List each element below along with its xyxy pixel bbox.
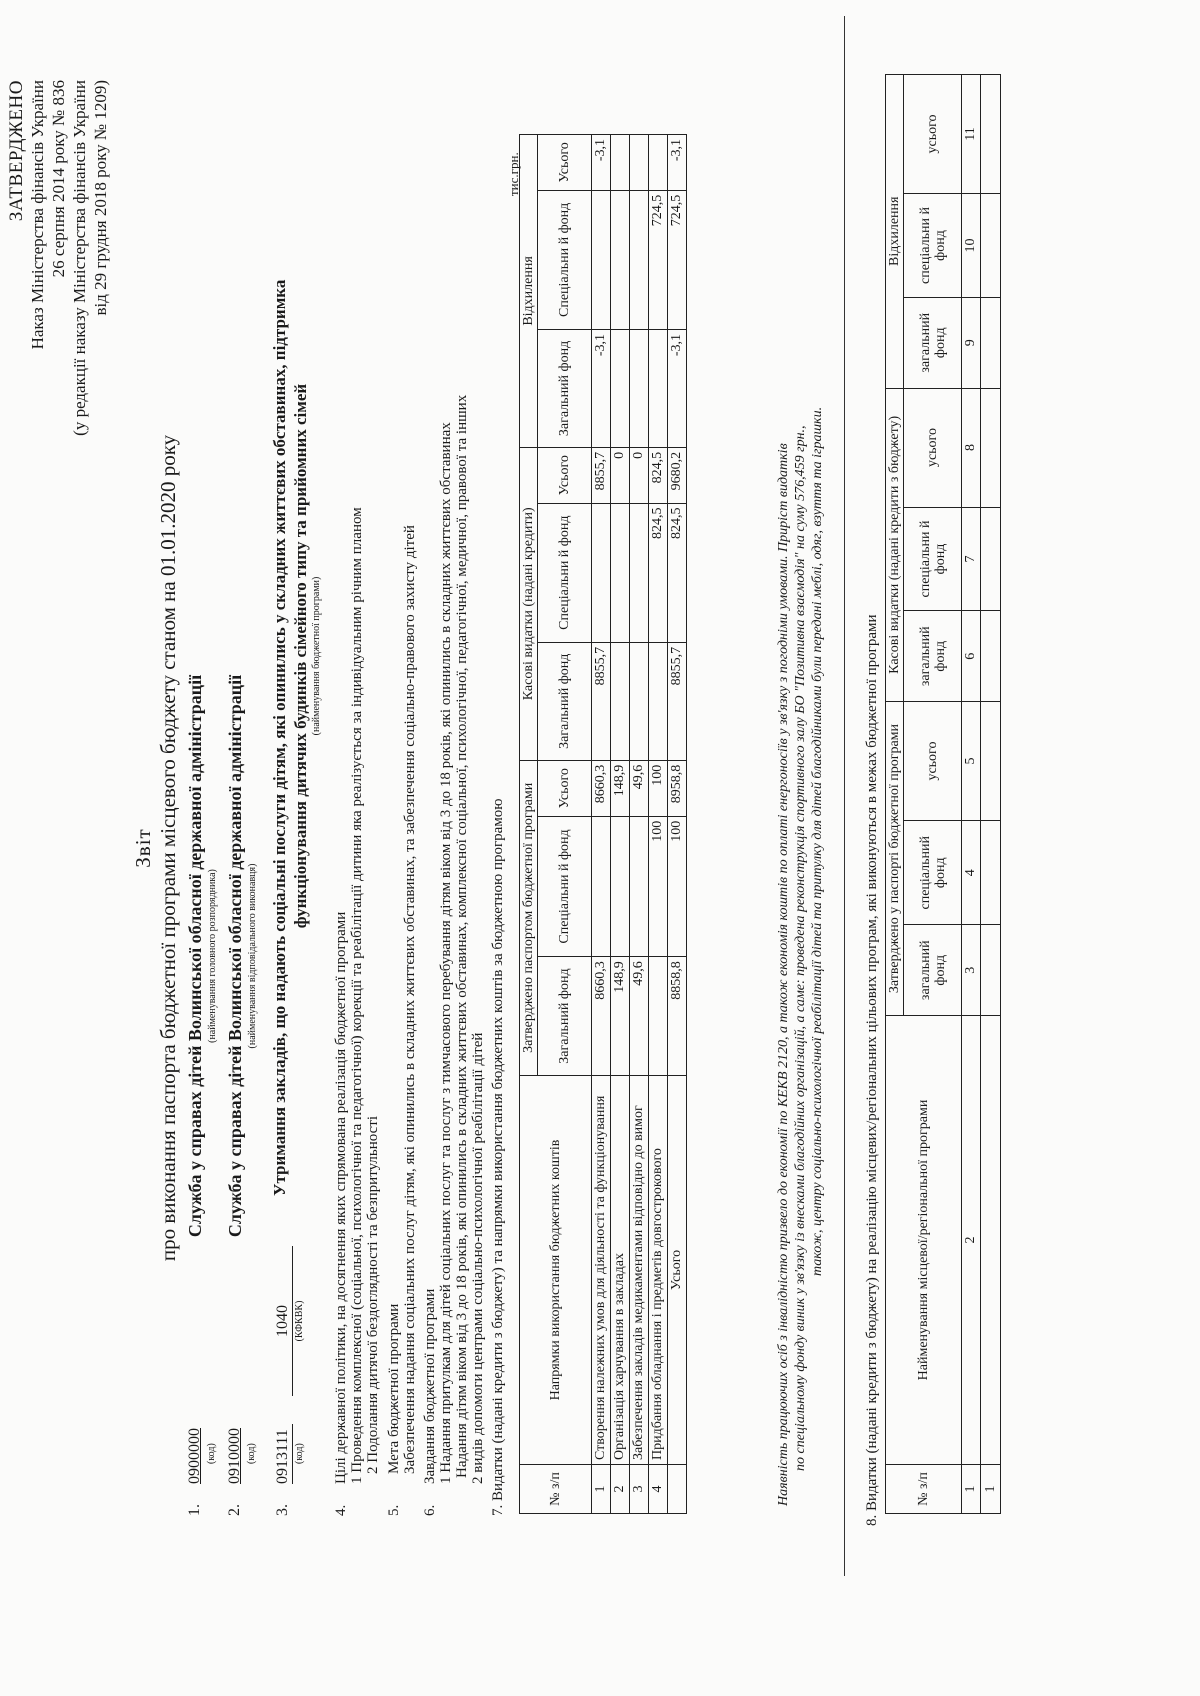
th8-cash: Касові видатки (надані кредити з бюджету)	[886, 388, 904, 702]
item-4-text: Цілі державної політики, на досягнення яких спрямована реалізація бюджетної програми	[333, 911, 349, 1484]
th-gen-3: Загальний фонд	[538, 330, 592, 448]
cell-c2	[592, 503, 611, 642]
cell-total-c1: 8855,7	[668, 642, 687, 760]
cell-total-d3: -3,1	[668, 135, 687, 191]
report-subtitle: про виконання паспорта бюджетної програми місцевого бюджету станом на 01.01.2020 року	[156, 434, 180, 1262]
th-spec-1: Спеціальни й фонд	[538, 816, 592, 956]
cell-n: 4	[649, 1465, 668, 1514]
table-row	[981, 75, 1001, 1514]
divider	[844, 16, 845, 1576]
cell-d1: -3,1	[592, 330, 611, 448]
cell-empty	[981, 702, 1001, 821]
table-row	[630, 135, 649, 1514]
th8-approved: Затверджено у паспорті бюджетної програми	[886, 702, 904, 1016]
cell-c1	[611, 642, 630, 760]
cell-d2	[611, 190, 630, 329]
cell-a3: 8660,3	[592, 760, 611, 816]
th-cash: Касові видатки (надані кредити)	[520, 447, 538, 760]
cell-c1	[630, 642, 649, 760]
approved-line-3: (у редакції наказу Міністерства фінансів України	[70, 80, 89, 436]
cell-a3: 49,6	[630, 760, 649, 816]
th-gen-1: Загальний фонд	[538, 957, 592, 1076]
section-8-text: 8. Видатки (надані кредити з бюджету) на реалізацію місцевих/регіональних цільових програм, які виконуються в межах бюджетної програми	[864, 614, 880, 1526]
cell-c1	[649, 642, 668, 760]
item-4-line-1: 1 Проведення комплексної (соціальної, психологічної та педагогічної) корекції та реабілітації дитини яка реалізується за індивідуальним річним планом	[349, 507, 365, 1484]
cell-a1	[649, 957, 668, 1076]
local-programs-table	[885, 74, 1001, 1514]
idx-cell: 2	[962, 1016, 981, 1465]
th-gen-2: Загальний фонд	[538, 642, 592, 760]
unit-label: тис.грн.	[506, 152, 521, 196]
th8-total-1: усього	[904, 702, 962, 821]
item-3-number: 3.	[274, 1504, 291, 1516]
th-spec-2: Спеціальни й фонд	[538, 503, 592, 642]
table-row	[592, 135, 611, 1514]
approval-stamp	[6, 80, 111, 436]
note-line-1: Наявність працюючих осіб з інвалідністю призвело до економії по КЕКВ 2120, а також економія коштів по оплаті енергоносіїв у зв'язку з погодніми умовами. Приріст видатків	[776, 443, 791, 1506]
table-index-row	[962, 75, 981, 1514]
item-3-code: 0913111	[274, 1424, 293, 1484]
th8-spec-2: спеціальни й фонд	[904, 507, 962, 611]
cell-c2	[611, 503, 630, 642]
th8-name: Найменування місцевої/регіональної програми	[886, 1016, 962, 1465]
item-2-number: 2.	[226, 1504, 243, 1516]
th-direction: Напрямки використання бюджетних коштів	[520, 1076, 592, 1465]
th-number: № з/п	[520, 1465, 592, 1514]
item-6-number: 6.	[422, 1504, 438, 1516]
item-3-name-note: (найменування бюджетної програми)	[311, 576, 322, 736]
cell-d2	[630, 190, 649, 329]
th-total-2: Усього	[538, 447, 592, 503]
cell-a1: 8660,3	[592, 957, 611, 1076]
cell-a2: 100	[649, 816, 668, 956]
th8-deviation: Відхилення	[886, 75, 904, 389]
cell-empty	[981, 507, 1001, 611]
cell-empty	[981, 75, 1001, 194]
item-3-name-line-1: Утримання закладів, що надають соціальні послуги дітям, які опинились у складних життєвих обставинах, підтримка	[270, 279, 289, 1196]
report-title: Звіт	[131, 828, 155, 868]
cell-empty	[981, 388, 1001, 507]
cell-empty	[981, 821, 1001, 925]
table-row	[611, 135, 630, 1514]
th8-gen-1: загальний фонд	[904, 925, 962, 1016]
cell-c3: 824,5	[649, 447, 668, 503]
cell-d3: -3,1	[592, 135, 611, 191]
cell-n	[668, 1465, 687, 1514]
item-1-name: Служба у справах дітей Волинської обласної державної адміністрації	[185, 674, 205, 1238]
cell-a2	[592, 816, 611, 956]
item-1-number: 1.	[186, 1504, 203, 1516]
cell-empty	[981, 925, 1001, 1016]
cell-d3	[630, 135, 649, 191]
cell-c2	[630, 503, 649, 642]
th-total-1: Усього	[538, 760, 592, 816]
item-4-number: 4.	[333, 1504, 349, 1516]
item-5-line-1: Забезпечення надання соціальних послуг дітям, які опинились в складних життєвих обставинах, та забезпечення соціально-правового захисту дітей	[402, 525, 418, 1474]
cell-n: 3	[630, 1465, 649, 1514]
item-2-name: Служба у справах дітей Волинської обласної державної адміністрації	[225, 674, 245, 1238]
th8-gen-3: загальний фонд	[904, 297, 962, 388]
cell-n: 1	[592, 1465, 611, 1514]
cell-d3	[649, 135, 668, 191]
cell-d1	[649, 330, 668, 448]
cell-total-c2: 824,5	[668, 503, 687, 642]
note-line-2: по спеціальному фонду виник у зв'язку із внесками благодійних організацій, а саме: проведена реконструкція спортивного залу БО "Позитивна взаємодія" на суму 576,459 грн.,	[793, 425, 808, 1471]
cell-name: Створення належних умов для діяльності та функціонування	[592, 1076, 611, 1465]
cell-d2	[592, 190, 611, 329]
idx-cell: 10	[962, 194, 981, 298]
item-6-line-3: 2 видів допомоги центрами соціально-психологічної реабілітації дітей	[470, 1032, 486, 1484]
cell-d3	[611, 135, 630, 191]
cell-total-label: Усього	[668, 1076, 687, 1465]
cell-name: Організація харчування в закладах	[611, 1076, 630, 1465]
idx-cell: 5	[962, 702, 981, 821]
th-spec-3: Спеціальни й фонд	[538, 190, 592, 329]
table-row	[649, 135, 668, 1514]
item-7-text: 7. Видатки (надані кредити з бюджету) та напрямки використання бюджетних коштів за бюджетною програмою	[490, 798, 506, 1516]
idx-cell: 9	[962, 297, 981, 388]
cell-name: Придбання обладнання і предметів довгострокового	[649, 1076, 668, 1465]
cell-a3: 100	[649, 760, 668, 816]
cell-empty	[981, 1016, 1001, 1465]
item-6-text: Завдання бюджетної програми	[422, 1288, 438, 1484]
cell-a1: 148,9	[611, 957, 630, 1076]
cell-total-d2: 724,5	[668, 190, 687, 329]
cell-c3: 0	[630, 447, 649, 503]
cell-d2: 724,5	[649, 190, 668, 329]
th8-gen-2: загальний фонд	[904, 611, 962, 702]
idx-cell: 4	[962, 821, 981, 925]
item-1-code: 0900000	[186, 1428, 203, 1484]
item-4-line-2: 2 Подолання дитячої бездоглядності та безпритульності	[365, 1115, 381, 1474]
item-2-code: 0910000	[226, 1428, 243, 1484]
th8-total-2: усього	[904, 388, 962, 507]
cell-a2	[630, 816, 649, 956]
cell-c3: 8855,7	[592, 447, 611, 503]
th-total-3: Усього	[538, 135, 592, 191]
cell-d1	[611, 330, 630, 448]
cell-c3: 0	[611, 447, 630, 503]
th8-spec-3: спеціальни й фонд	[904, 194, 962, 298]
cell-a2	[611, 816, 630, 956]
note-line-3: також, центру соціально-психологічної реабілітації дітей та притулку для дітей благодійниками були передані меблі, одяг, взуття та іграшки.	[810, 406, 825, 1276]
item-1-code-note: (код)	[206, 1443, 217, 1464]
idx-cell: 1	[962, 1465, 981, 1514]
approved-line-2: 26 серпня 2014 року № 836	[49, 80, 68, 278]
idx-cell: 8	[962, 388, 981, 507]
th8-total-3: усього	[904, 75, 962, 194]
expenditures-table	[519, 134, 687, 1514]
idx-cell: 6	[962, 611, 981, 702]
cell-total-a1: 8858,8	[668, 957, 687, 1076]
th8-number: № з/п	[886, 1465, 962, 1514]
item-2-name-note: (найменування відповідального виконавця)	[247, 863, 258, 1049]
cell-name: Забезпечення закладів медикаментами відповідно до вимог	[630, 1076, 649, 1465]
idx-cell: 11	[962, 75, 981, 194]
cell-a1: 49,6	[630, 957, 649, 1076]
cell-n: 2	[611, 1465, 630, 1514]
item-6-line-2: Надання дітям віком від 3 до 18 років, які опинились в складних життєвих обставинах, комплексної соціальної, психологічної, педагогічної, медичної, правової та інших	[454, 394, 470, 1478]
approved-title: ЗАТВЕРДЖЕНО	[6, 80, 27, 222]
item-3-code-note: (код)	[294, 1443, 305, 1464]
cell-total-a3: 8958,8	[668, 760, 687, 816]
item-3-name-line-2: функціонування дитячих будинків сімейного типу та прийомних сімей	[291, 383, 310, 929]
th8-spec-1: спеціальний фонд	[904, 821, 962, 925]
idx-cell: 3	[962, 925, 981, 1016]
cell-total-a2: 100	[668, 816, 687, 956]
cell-a3: 148,9	[611, 760, 630, 816]
cell-c2: 824,5	[649, 503, 668, 642]
cell-empty	[981, 194, 1001, 298]
cell-total-c3: 9680,2	[668, 447, 687, 503]
cell-n: 1	[981, 1465, 1001, 1514]
item-6-line-1: 1 Надання притулкам для дітей соціальних послуг та послуг з тимчасового перебування дітям віком від 3 до 18 років, які опинились в складних життєвих обставинах	[438, 422, 454, 1484]
idx-cell: 7	[962, 507, 981, 611]
approved-line-4: від 29 грудня 2018 року № 1209)	[91, 80, 110, 316]
item-5-text: Мета бюджетної програми	[386, 1303, 402, 1474]
table-total-row	[668, 135, 687, 1514]
cell-c1: 8855,7	[592, 642, 611, 760]
item-2-code-note: (код)	[246, 1443, 257, 1464]
cell-d1	[630, 330, 649, 448]
th-approved: Затверджено паспортом бюджетної програми	[520, 760, 538, 1075]
item-3-kfkvk: 1040	[274, 1246, 293, 1396]
item-1-name-note: (найменування головного розпорядника)	[207, 869, 218, 1043]
th-deviation: Відхилення	[520, 135, 538, 448]
approved-line-1: Наказ Міністерства фінансів України	[28, 80, 47, 350]
item-3-kfkvk-note: (КФКВК)	[294, 1300, 305, 1342]
item-5-number: 5.	[386, 1504, 402, 1516]
cell-empty	[981, 297, 1001, 388]
cell-empty	[981, 611, 1001, 702]
cell-total-d1: -3,1	[668, 330, 687, 448]
